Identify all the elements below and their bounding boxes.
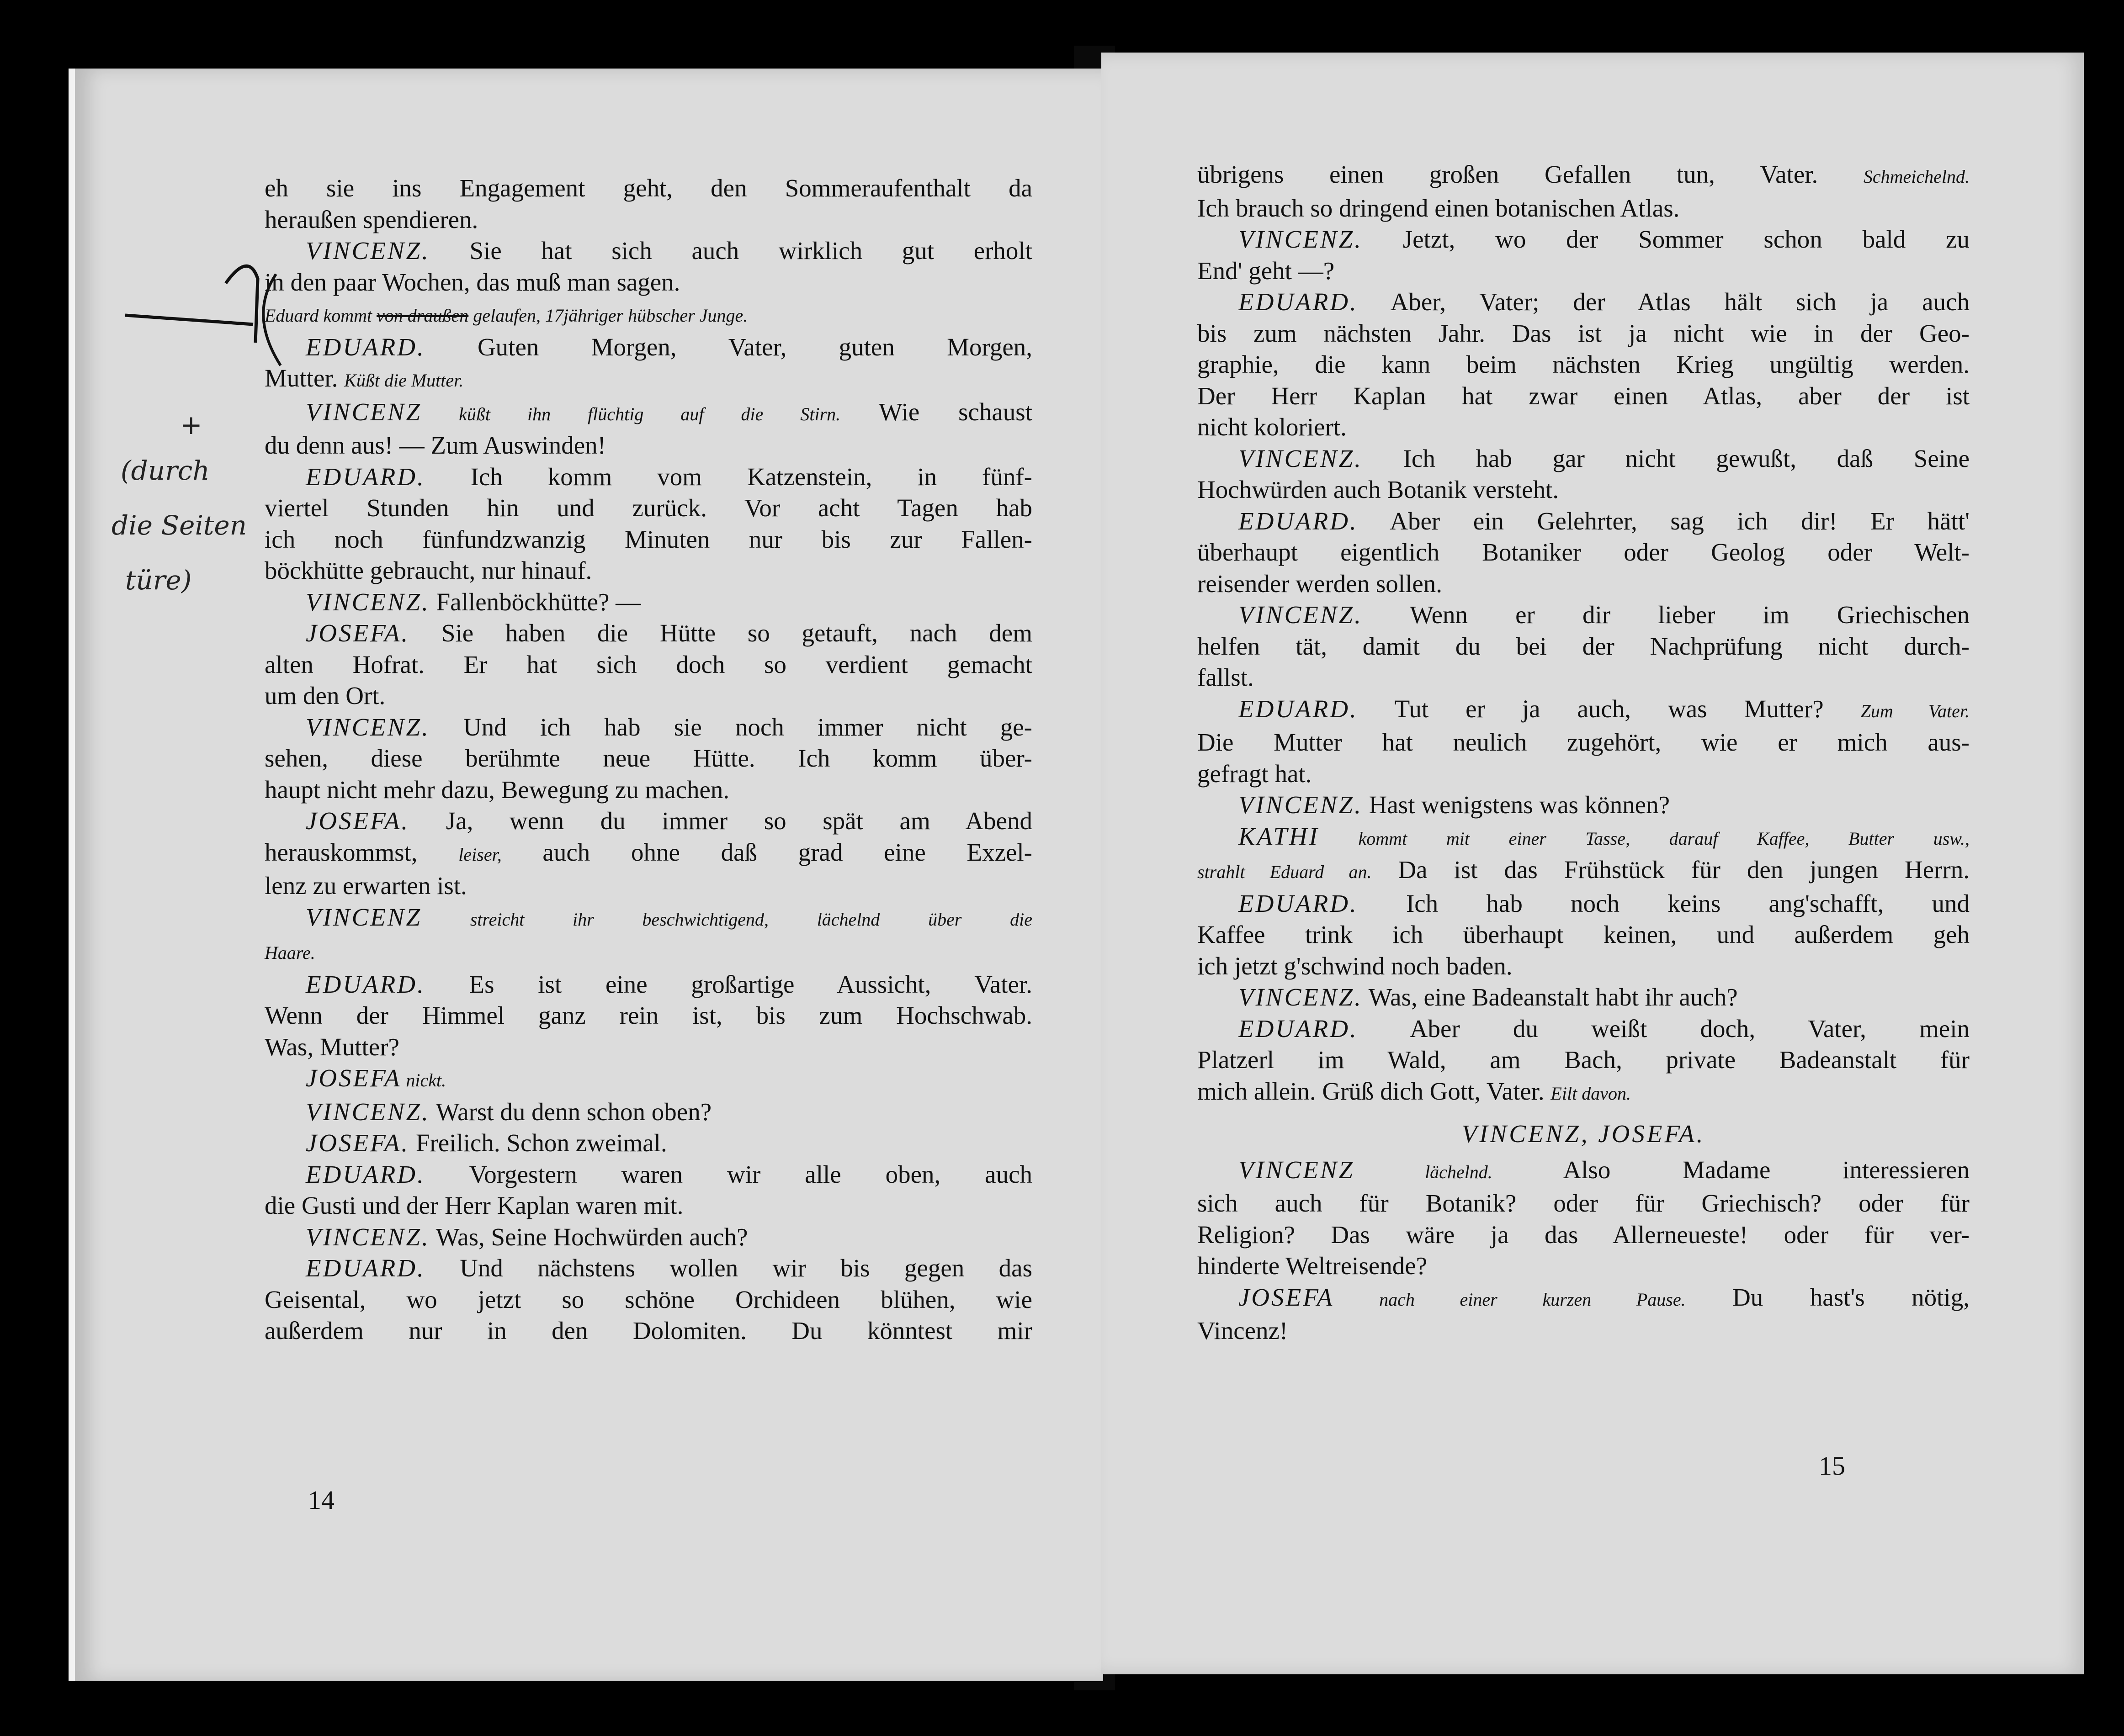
text-line (1197, 821, 1970, 855)
text-line (1197, 888, 1970, 920)
dialogue-text: herauskommst, (265, 838, 459, 866)
dialogue-text: lenz zu erwarten ist. (265, 872, 467, 900)
dialogue-text: Guten Morgen, Vater, guten Morgen, (425, 333, 1032, 361)
speaker-name: VINCENZ (1238, 1155, 1355, 1184)
text-line (265, 774, 1032, 806)
dialogue-text: mich allein. Grüß dich Gott, Vater. (1197, 1077, 1551, 1105)
speaker-name: JOSEFA (1238, 1283, 1334, 1311)
speaker-name: EDUARD. (306, 1254, 425, 1282)
text-line (1197, 568, 1970, 600)
dialogue-text: helfen tät, damit du bei der Nachprüfung nicht durch- (1197, 632, 1970, 660)
text-line (1197, 1219, 1970, 1251)
dialogue-text: Was, Mutter? (265, 1032, 399, 1061)
speaker-name: VINCENZ. (306, 1097, 430, 1126)
speaker-name: VINCENZ. (306, 237, 430, 265)
text-line (1197, 506, 1970, 537)
dialogue-text: Mutter. (265, 364, 345, 392)
dialogue-text: auch ohne daß grad eine Exzel- (501, 838, 1032, 866)
dialogue-text: heraußen spendieren. (265, 205, 478, 233)
right-dialogue-block-2 (1197, 1154, 1970, 1347)
dialogue-text: Hochwürden auch Botanik versteht. (1197, 476, 1559, 503)
dialogue-text: Fallenböckhütte? — (430, 587, 641, 616)
text-line (1197, 982, 1970, 1013)
text-line (265, 1315, 1032, 1347)
text-line (265, 173, 1032, 204)
text-line (265, 1284, 1032, 1316)
stage-direction: Eduard kommt (265, 305, 377, 326)
stage-direction: lächelnd. (1354, 1161, 1492, 1182)
text-line (265, 649, 1032, 681)
text-line (1197, 1282, 1970, 1316)
stage-direction: nach einer kurzen Pause. (1334, 1289, 1686, 1310)
dialogue-text: Aber du weißt doch, Vater, mein (1358, 1014, 1970, 1043)
dialogue-text: Kaffee trink ich überhaupt keinen, und außerdem geh (1197, 921, 1970, 948)
dialogue-text: Was, eine Badeanstalt habt ihr auch? (1362, 983, 1738, 1011)
text-line (1197, 412, 1970, 443)
dialogue-text: fallst. (1197, 663, 1254, 691)
dialogue-text: bis zum nächsten Jahr. Das ist ja nicht wie in der Geo- (1197, 319, 1970, 347)
text-line (265, 1253, 1032, 1284)
speaker-name: VINCENZ. (1238, 983, 1363, 1011)
speaker-name: VINCENZ. (306, 1223, 430, 1251)
dialogue-text: außerdem nur in den Dolomiten. Du könntest mir (265, 1317, 1032, 1344)
text-line (265, 1032, 1032, 1063)
dialogue-text: Es ist eine großartige Aussicht, Vater. (425, 970, 1032, 998)
dialogue-text: Die Mutter hat neulich zugehört, wie er mich aus- (1197, 728, 1970, 756)
text-line (265, 902, 1032, 936)
text-line (1197, 224, 1970, 255)
speaker-name: EDUARD. (1238, 1014, 1358, 1043)
dialogue-text: Und ich hab sie noch immer nicht ge- (430, 713, 1032, 741)
text-line (1197, 693, 1970, 727)
dialogue-text: Da ist das Frühstück für den jungen Herrn. (1371, 856, 1970, 884)
dialogue-text: Geisental, wo jetzt so schöne Orchideen blühen, wie (265, 1285, 1032, 1313)
dialogue-text: Ja, wenn du immer so spät am Abend (409, 807, 1032, 835)
dialogue-text: Religion? Das wäre ja das Allerneueste! oder für ver- (1197, 1220, 1970, 1249)
text-line (265, 969, 1032, 1000)
annotation-dash (125, 315, 253, 324)
dialogue-text: die Gusti und der Herr Kaplan waren mit. (265, 1191, 684, 1219)
stage-direction: von draußen (377, 305, 469, 326)
dialogue-text: in den paar Wochen, das muß man sagen. (265, 268, 680, 296)
dialogue-text: Sie hat sich auch wirklich gut erholt (430, 237, 1032, 265)
text-line (1197, 474, 1970, 506)
text-line (265, 524, 1032, 556)
text-line (1197, 286, 1970, 318)
dialogue-text: Ich komm vom Katzenstein, in fünf- (425, 462, 1032, 491)
right-page (1101, 53, 2084, 1674)
dialogue-text: ich noch fünfundzwanzig Minuten nur bis zur Fallen- (265, 525, 1032, 553)
dialogue-text: Aber, Vater; der Atlas hält sich ja auch (1358, 288, 1970, 316)
text-line (265, 743, 1032, 774)
speaker-name: EDUARD. (1238, 288, 1358, 316)
text-line (1197, 1013, 1970, 1045)
text-line (1197, 537, 1970, 568)
stage-direction: Schmeichelnd. (1863, 166, 1970, 187)
text-line (1197, 349, 1970, 381)
stage-direction: nickt. (401, 1070, 446, 1090)
dialogue-text: hinderte Weltreisende? (1197, 1252, 1428, 1280)
dialogue-text: Hast wenigstens was können? (1362, 791, 1670, 819)
dialogue-text: alten Hofrat. Er hat sich doch so verdient gemacht (265, 650, 1032, 678)
dialogue-text: Platzerl im Wald, am Bach, private Badeanstalt für (1197, 1046, 1970, 1074)
speaker-name: VINCENZ. (306, 713, 430, 741)
text-line (1197, 854, 1970, 888)
right-dialogue-block-1 (1197, 159, 1970, 1109)
dialogue-text: reisender werden sollen. (1197, 569, 1443, 598)
dialogue-text: Wenn der Himmel ganz rein ist, bis zum Hochschwab. (265, 1001, 1032, 1029)
text-line (1197, 951, 1970, 982)
scene-heading: VINCENZ, JOSEFA. (1461, 1120, 1705, 1148)
stage-direction: Küßt die Mutter. (344, 370, 464, 391)
text-line (1197, 758, 1970, 790)
dialogue-text: Also Madame interessieren (1492, 1155, 1970, 1184)
dialogue-text: Der Herr Kaplan hat zwar einen Atlas, aber der ist (1197, 381, 1970, 410)
stage-direction: Zum Vater. (1860, 700, 1970, 721)
stage-direction: Haare. (265, 942, 315, 963)
speaker-name: EDUARD. (1238, 889, 1358, 917)
text-line (1197, 1154, 1970, 1188)
dialogue-text: Ich hab noch keins ang'schafft, und (1358, 889, 1970, 917)
dialogue-text: du denn aus! — Zum Auswinden! (265, 431, 606, 459)
dialogue-text: böckhütte gebraucht, nur hinauf. (265, 556, 592, 584)
text-line (265, 680, 1032, 712)
dialogue-text: übrigens einen großen Gefallen tun, Vater. (1197, 160, 1864, 188)
annotation-line-1: (durch (121, 455, 210, 486)
dialogue-text: sehen, diese berühmte neue Hütte. Ich komm über- (265, 744, 1032, 772)
dialogue-text: sich auch für Botanik? oder für Griechisch? oder für (1197, 1189, 1970, 1217)
text-line (1197, 919, 1970, 951)
text-line (265, 1159, 1032, 1191)
text-line (265, 397, 1032, 430)
speaker-name: VINCENZ. (1238, 601, 1363, 629)
text-line (1197, 1188, 1970, 1219)
stage-direction: streicht ihr beschwichtigend, lächelnd über die (422, 909, 1032, 930)
speaker-name: EDUARD. (306, 1160, 425, 1188)
text-line (265, 837, 1032, 871)
annotation-plus: + (180, 409, 202, 440)
text-line (265, 618, 1032, 649)
annotation-scribble (226, 266, 258, 343)
text-line (265, 712, 1032, 743)
text-line (265, 1190, 1032, 1222)
text-line (265, 430, 1032, 461)
dialogue-text: ich jetzt g'schwind noch baden. (1197, 952, 1513, 980)
dialogue-text: haupt nicht mehr dazu, Bewegung zu machen. (265, 775, 730, 804)
dialogue-text: überhaupt eigentlich Botaniker oder Geolog oder Welt- (1197, 538, 1970, 566)
text-line (1197, 789, 1970, 821)
text-line (265, 298, 1032, 332)
annotation-line-3: türe) (125, 565, 192, 596)
dialogue-text: Was, Seine Hochwürden auch? (430, 1223, 748, 1251)
dialogue-text: nicht koloriert. (1197, 413, 1347, 441)
speaker-name: JOSEFA. (306, 1129, 410, 1157)
text-line (265, 587, 1032, 618)
text-line (265, 1063, 1032, 1096)
dialogue-text: Aber ein Gelehrter, sag ich dir! Er hätt' (1358, 507, 1970, 535)
text-line (265, 235, 1032, 267)
text-line (265, 1222, 1032, 1253)
text-line (1197, 1044, 1970, 1076)
dialogue-text: Sie haben die Hütte so getauft, nach dem (409, 619, 1032, 647)
dialogue-text: um den Ort. (265, 682, 386, 709)
dialogue-text: Jetzt, wo der Sommer schon bald zu (1362, 225, 1970, 253)
speaker-name: KATHI (1238, 822, 1319, 850)
stage-direction: Eilt davon. (1551, 1083, 1631, 1104)
text-line (1197, 1315, 1970, 1347)
speaker-name: JOSEFA. (306, 807, 410, 835)
text-line (265, 267, 1032, 298)
text-line (1197, 631, 1970, 662)
text-line (1197, 1250, 1970, 1282)
dialogue-text: viertel Stunden hin und zurück. Vor acht Tagen hab (265, 494, 1032, 522)
dialogue-text: Und nächstens wollen wir bis gegen das (425, 1254, 1032, 1282)
text-line (1197, 1076, 1970, 1110)
stage-direction: leiser, (458, 844, 502, 865)
text-line (1197, 599, 1970, 631)
dialogue-text: Vincenz! (1197, 1317, 1288, 1344)
speaker-name: VINCENZ. (1238, 791, 1363, 819)
page-number-left: 14 (308, 1485, 335, 1515)
dialogue-text: Warst du denn schon oben? (430, 1097, 712, 1126)
text-line (1197, 159, 1970, 193)
dialogue-text: Ich brauch so dringend einen botanischen Atlas. (1197, 194, 1680, 222)
speaker-name: EDUARD. (306, 333, 425, 361)
speaker-name: EDUARD. (306, 970, 425, 998)
dialogue-text: Wie schaust (840, 397, 1032, 426)
dialogue-text: Tut er ja auch, was Mutter? (1358, 694, 1861, 723)
left-page (69, 69, 1103, 1681)
dialogue-text: gefragt hat. (1197, 759, 1312, 788)
text-line (1197, 318, 1970, 349)
left-page-text (265, 173, 1032, 1347)
text-line (265, 870, 1032, 902)
text-line (1197, 381, 1970, 412)
stage-direction: kommt mit einer Tasse, darauf Kaffee, Butter usw., (1319, 828, 1970, 849)
speaker-name: VINCENZ (306, 397, 422, 426)
dialogue-text: Du hast's nötig, (1685, 1283, 1970, 1311)
stage-direction: strahlt Eduard an. (1197, 862, 1372, 882)
text-line (265, 492, 1032, 524)
text-line (265, 805, 1032, 837)
dialogue-text: End' geht —? (1197, 256, 1335, 285)
page-number-right: 15 (1819, 1451, 1845, 1481)
text-line (1197, 662, 1970, 693)
text-line (265, 1096, 1032, 1128)
stage-direction: küßt ihn flüchtig auf die Stirn. (422, 403, 841, 424)
speaker-name: EDUARD. (1238, 507, 1358, 535)
speaker-name: VINCENZ. (1238, 225, 1363, 253)
speaker-name: JOSEFA (306, 1064, 402, 1092)
speaker-name: VINCENZ. (306, 587, 430, 616)
dialogue-text: Ich hab gar nicht gewußt, daß Seine (1362, 444, 1970, 472)
dialogue-text: Vorgestern waren wir alle oben, auch (425, 1160, 1032, 1188)
speaker-name: EDUARD. (1238, 694, 1358, 723)
right-page-text (1197, 159, 1970, 1347)
text-line (265, 1000, 1032, 1032)
text-line (1197, 727, 1970, 758)
text-line (265, 555, 1032, 587)
text-line (265, 204, 1032, 236)
text-line (265, 461, 1032, 493)
text-line (1197, 255, 1970, 287)
speaker-name: VINCENZ (306, 903, 422, 931)
text-line (1197, 193, 1970, 224)
speaker-name: VINCENZ. (1238, 444, 1363, 472)
dialogue-text: Freilich. Schon zweimal. (409, 1129, 667, 1157)
text-line (265, 363, 1032, 397)
stage-direction: gelaufen, 17jähriger hübscher Junge. (468, 305, 748, 326)
dialogue-text: Wenn er dir lieber im Griechischen (1362, 601, 1970, 629)
dialogue-text: graphie, die kann beim nächsten Krieg ungültig werden. (1197, 350, 1970, 378)
speaker-name: EDUARD. (306, 462, 425, 491)
dialogue-text: eh sie ins Engagement geht, den Sommeraufenthalt da (265, 174, 1032, 202)
annotation-line-2: die Seiten (112, 510, 247, 541)
text-line (1197, 443, 1970, 475)
speaker-name: JOSEFA. (306, 619, 410, 647)
text-line (265, 935, 1032, 969)
text-line (265, 1127, 1032, 1159)
text-line (265, 332, 1032, 363)
